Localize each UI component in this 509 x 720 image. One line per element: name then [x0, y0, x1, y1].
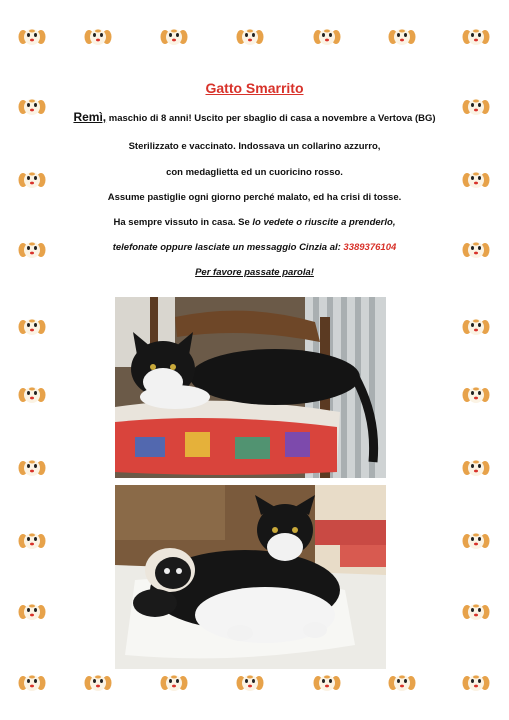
dog-face-icon	[462, 27, 490, 47]
footer-note: Per favore passate parola!	[195, 267, 314, 278]
dog-face-icon	[388, 27, 416, 47]
dog-face-icon	[18, 602, 46, 622]
cat-photo-2	[115, 485, 386, 669]
dog-face-icon	[462, 317, 490, 337]
dog-face-icon	[18, 317, 46, 337]
description-line-3: con medaglietta ed un cuoricino rosso.	[166, 167, 343, 178]
dog-face-icon	[462, 673, 490, 693]
dog-face-icon	[160, 673, 188, 693]
dog-face-icon	[84, 27, 112, 47]
dog-face-icon	[462, 385, 490, 405]
dog-face-icon	[18, 673, 46, 693]
description-line-6: telefonate oppure lasciate un messaggio Cinzia al: 3389376104	[112, 242, 397, 253]
dog-face-icon	[313, 27, 341, 47]
dog-face-icon	[236, 27, 264, 47]
dog-face-icon	[462, 602, 490, 622]
dog-face-icon	[160, 27, 188, 47]
phone-number[interactable]: 3389376104	[343, 242, 397, 253]
description-line-2: Sterilizzato e vaccinato. Indossava un collarino azzurro,	[128, 141, 381, 152]
dog-face-icon	[388, 673, 416, 693]
dog-face-icon	[84, 673, 112, 693]
dog-face-icon	[236, 673, 264, 693]
description-line-1: Remì, maschio di 8 anni! Uscito per sbaglio di casa a novembre a Vertova (BG)	[73, 110, 436, 124]
description-line-4: Assume pastiglie ogni giorno perché malato, ed ha crisi di tosse.	[107, 192, 402, 203]
description-line-5: Ha sempre vissuto in casa. Se lo vedete o riuscite a prenderlo,	[113, 217, 396, 228]
cat-photo-1	[115, 297, 386, 478]
dog-face-icon	[18, 385, 46, 405]
dog-face-icon	[18, 531, 46, 551]
dog-face-icon	[462, 458, 490, 478]
dog-face-icon	[18, 458, 46, 478]
dog-face-icon	[462, 531, 490, 551]
dog-face-icon	[18, 27, 46, 47]
page-title: Gatto Smarrito	[205, 80, 304, 96]
dog-face-icon	[313, 673, 341, 693]
cat-name: Remì,	[73, 110, 107, 124]
